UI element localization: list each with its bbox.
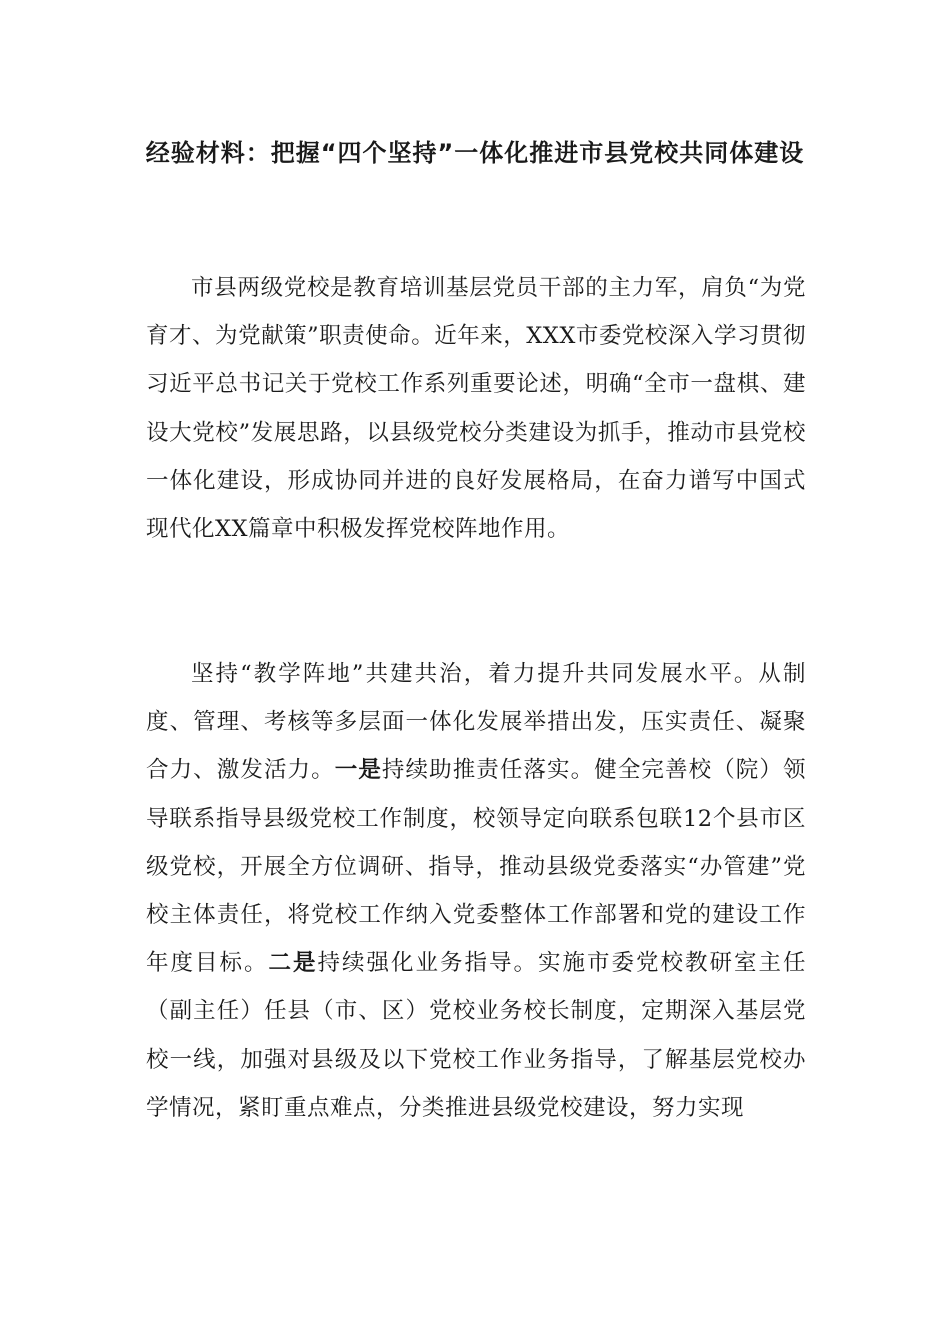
point-two-text: 持续强化业务指导。实施市委党校教研室主任（副主任）任县（市、区）党校业务校长制度，定期深入基层党校一线，加强对县级及以下党校工作业务指导，了解基层党校办学情况，紧盯重点难点，分类推进县级党校建设，努力实现 [146, 950, 806, 1121]
document-title: 经验材料：把握“四个坚持”一体化推进市县党校共同体建设 [145, 139, 805, 167]
point-two-label: 二是 [268, 950, 318, 977]
paragraph-intro: 市县两级党校是教育培训基层党员干部的主力军，肩负“为党育才、为党献策”职责使命。近年来，XXX市委党校深入学习贯彻习近平总书记关于党校工作系列重要论述，明确“全市一盘棋、建设大党校”发展思路，以县级党校分类建设为抓手，推动市县党校一体化建设，形成协同并进的良好发展格局，在奋力谱写中国式现代化XX篇章中积极发挥党校阵地作用。 [146, 275, 806, 543]
point-one-label: 一是 [334, 757, 382, 784]
paragraph-teaching-base [146, 650, 806, 1132]
paragraph-lead: 坚持“教学阵地”共建共治，着力提升共同发展水平。从制度、管理、考核等多层面一体化发展举措出发，压实责任、凝聚合力、激发活力。 [146, 661, 806, 784]
point-one-text: 持续助推责任落实。健全完善校（院）领导联系指导县级党校工作制度，校领导定向联系包联12个县市区级党校，开展全方位调研、指导，推动县级党委落实“办管建”党校主体责任，将党校工作纳入党委整体工作部署和党的建设工作年度目标。 [146, 757, 806, 977]
